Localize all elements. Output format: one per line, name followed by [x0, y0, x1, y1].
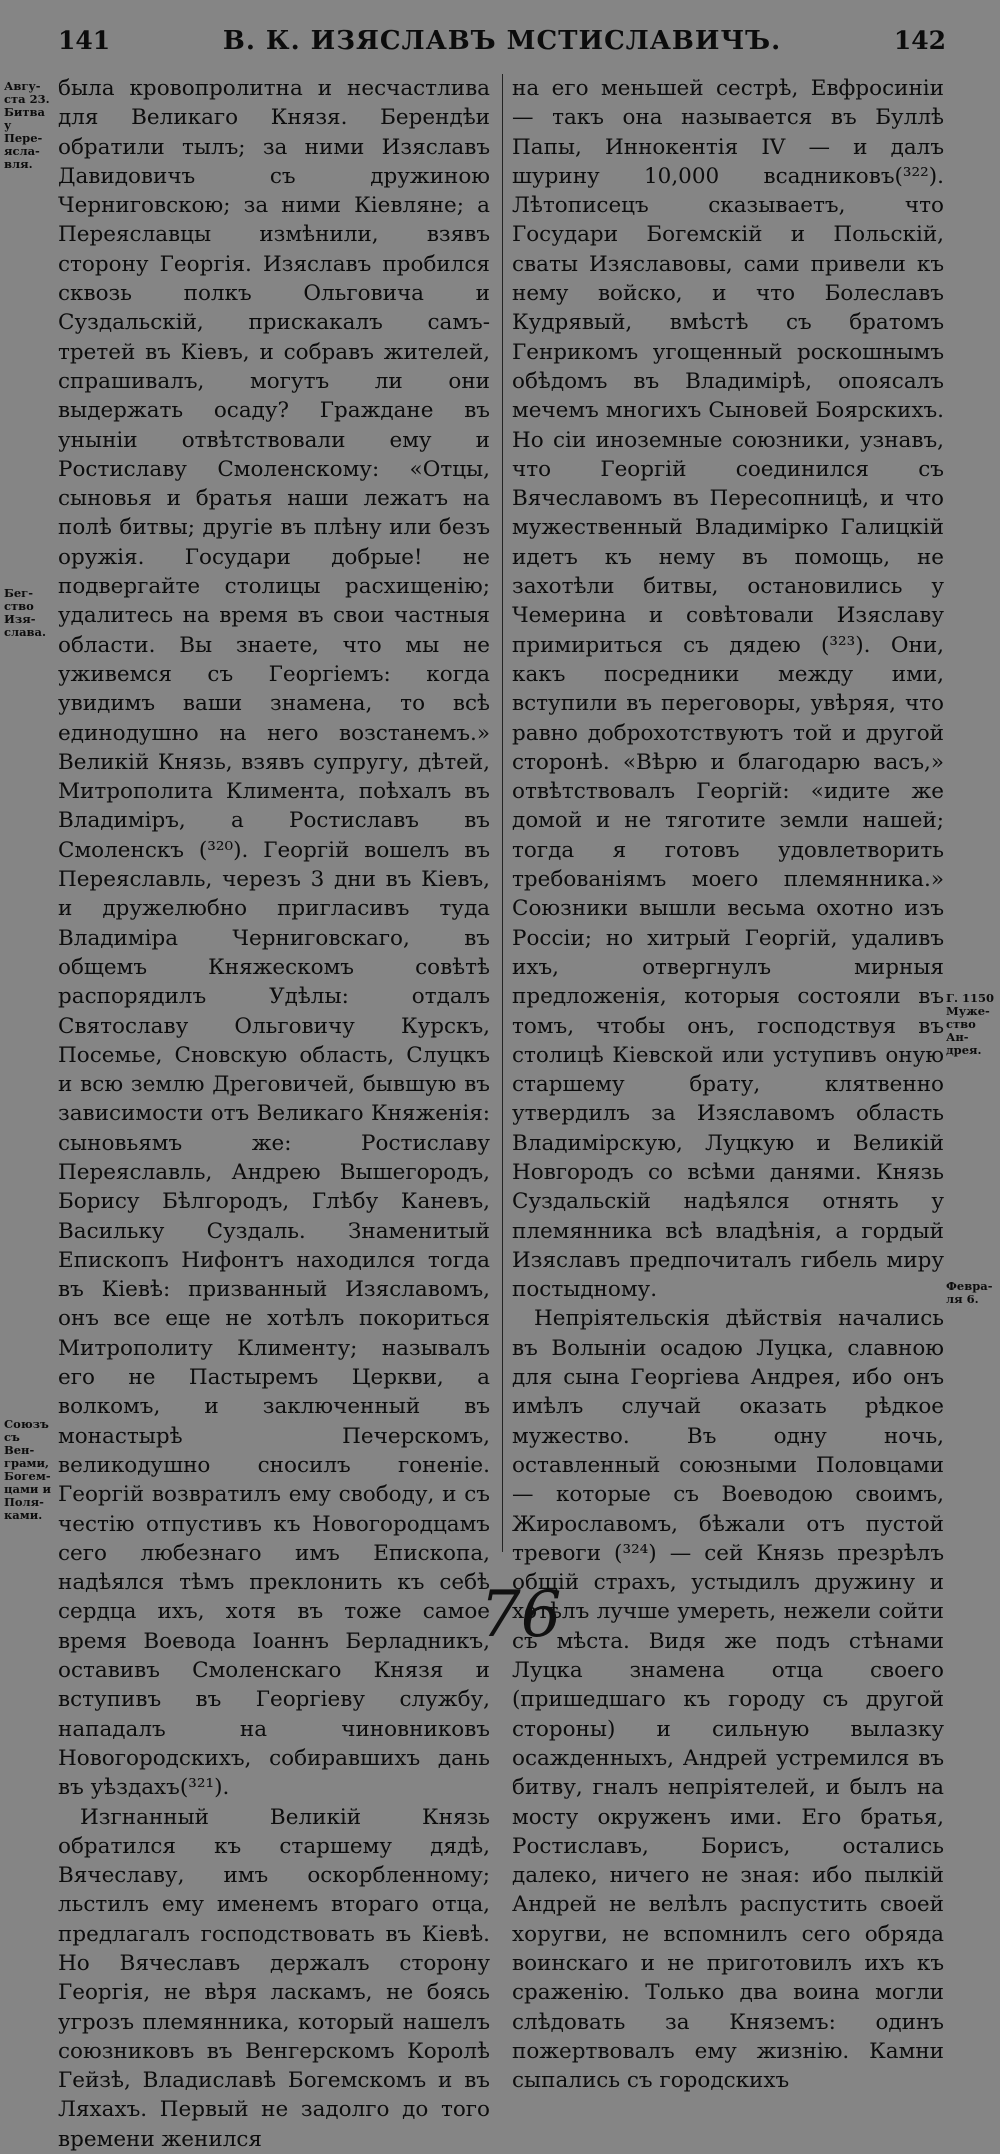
column-divider: [502, 74, 503, 1552]
paragraph: была кровопролитна и несчастлива для Великаго Князя. Берендѣи обратили тылъ; за ними Изяславъ Давидовичъ съ дружиною Черниговскою; за ними Кіевляне; а Переяславцы измѣнили, взявъ сторону Георгія. Изяславъ пробился сквозь полкъ Ольговича и Суздальскій, прискакалъ самъ-третей въ Кіевъ, и собравъ жителей, спрашивалъ, могутъ ли они выдержать осаду? Граждане въ уныніи отвѣтствовали ему и Ростиславу Смоленскому: «Отцы, сыновья и братья наши лежатъ на полѣ битвы; другіе въ плѣну или безъ оружія. Государи добрые! не подвергайте столицы расхищенію; удалитесь на время въ свои частныя области. Вы знаете, что мы не уживемся съ Георгіемъ: когда увидимъ ваши знамена, то всѣ единодушно на него возстанемъ.» Великій Князь, взявъ супругу, дѣтей, Митрополита Климента, поѣхалъ въ Владиміръ, а Ростиславъ въ Смоленскъ (³²⁰). Георгій вошелъ въ Переяславль, черезъ 3 дни въ Кіевъ, и дружелюбно пригласивъ туда Владиміра Черниговскаго, въ общемъ Княжескомъ совѣтѣ распорядилъ Удѣлы: отдалъ Святославу Ольговичу Курскъ, Посемье, Сновскую область, Слуцкъ и всю землю Дреговичей, бывшую въ зависимости отъ Великаго Княженія: сыновьямъ же: Ростиславу Переяславль, Андрею Вышегородъ, Борису Бѣлгородъ, Глѣбу Каневъ, Васильку Суздаль. Знаменитый Епископъ Нифонтъ находился тогда въ Кіевѣ: призванный Изяславомъ, онъ все еще не хотѣлъ покориться Митрополиту Клименту; называлъ его не Пастыремъ Церкви, а волкомъ, и заключенный въ монастырѣ Печерскомъ, великодушно сносилъ гоненіе. Георгій возвратилъ ему свободу, и съ честію отпустивъ къ Новогородцамъ сего любезнаго имъ Епископа, надѣялся тѣмъ преклонить къ себѣ сердца ихъ, хотя въ тоже самое время Воевода Іоаннъ Берладникъ, оставивъ Смоленскаго Князя и вступивъ въ Георгіеву службу, нападалъ на чиновниковъ Новогородскихъ, собиравшихъ дань въ уѣздахъ(³²¹).: [58, 76, 490, 1801]
page-number-left: 141: [58, 26, 111, 55]
margin-note-battle: Авгу-ста 23. Битва у Пере-ясла-вля.: [4, 79, 50, 171]
running-title: В. К. ИЗЯСЛАВЪ МСТИСЛАВИЧЪ.: [222, 26, 782, 56]
handwritten-folio-number: 76: [480, 1578, 562, 1652]
paragraph: на его меньшей сестрѣ, Евфросиніи — такъ она называется въ Буллѣ Папы, Иннокентія IV — и далъ шурину 10,000 всадниковъ(³²²). Лѣтописецъ сказываетъ, что Государи Богемскій и Польскій, сваты Изяславовы, сами привели къ нему войско, и что Болеславъ Кудрявый, вмѣстѣ съ братомъ Генрикомъ угощенный роскошнымъ обѣдомъ въ Владимірѣ, опоясалъ мечемъ многихъ Сыновей Боярскихъ. Но сіи иноземные союзники, узнавъ, что Георгій соединился съ Вячеславомъ въ Пересопницѣ, и что мужественный Владимірко Галицкій идетъ къ нему въ помощь, не захотѣли битвы, остановились у Чемерина и совѣтовали Изяславу примириться съ дядею (³²³). Они, какъ посредники между ими, вступили въ переговоры, увѣряя, что равно доброхотствуютъ той и другой сторонѣ. «Вѣрю и благодарю васъ,» отвѣтствовалъ Георгій: «идите же домой и не тяготите земли нашей; тогда я готовъ удовлетворить требованіямъ моего племянника.» Союзники вышли весьма охотно изъ Россіи; но хитрый Георгій, удаливъ ихъ, отвергнулъ мирныя предложенія, которыя состояли въ томъ, чтобы онъ, господствуя въ столицѣ Кіевской или уступивъ оную старшему брату, клятвенно утвердилъ за Изяславомъ область Владимірскую, Луцкую и Великій Новгородъ со всѣми данями. Князь Суздальскій надѣялся отнять у племянника всѣ владѣнія, а гордый Изяславъ предпочиталъ гибель миру постыдному.: [512, 76, 944, 1303]
left-column: [58, 74, 490, 2154]
right-column: [512, 74, 944, 2095]
paragraph: Изгнанный Великій Князь обратился къ старшему дядѣ, Вячеславу, имъ оскорбленному; льстилъ ему именемъ втораго отца, предлагалъ господствовать въ Кіевѣ. Но Вячеславъ держалъ сторону Георгія, не вѣря ласкамъ, не боясь угрозъ племянника, который нашелъ союзниковъ въ Венгерскомъ Королѣ Гейзѣ, Владиславѣ Богемскомъ и въ Ляхахъ. Первый не задолго до того времени женился: [58, 1804, 490, 2152]
running-header: [58, 20, 946, 64]
paragraph: Непріятельскія дѣйствія начались въ Волыніи осадою Луцка, славною для сына Георгіева Андрея, ибо онъ имѣлъ случай оказать рѣдкое мужество. Въ одну ночь, оставленный союзными Половцами — которые съ Воеводою своимъ, Жирославомъ, бѣжали отъ пустой тревоги (³²⁴) — сей Князь презрѣлъ общій страхъ, устыдилъ дружину и хотѣлъ лучше умереть, нежели сойти съ мѣста. Видя же подъ стѣнами Луцка знамена отца своего (пришедшаго къ городу съ другой стороны) и сильную вылазку осажденныхъ, Андрей устремился въ битву, гналъ непріятелей, и былъ на мосту окруженъ ими. Его братья, Ростиславъ, Борисъ, остались далеко, ничего не зная: ибо пылкій Андрей не велѣлъ распустить своей хоругви, не вспомнилъ сего обряда воинскаго и не приготовилъ ихъ къ сраженію. Только два воина могли слѣдовать за Княземъ: одинъ пожертвовалъ ему жизнію. Камни сыпались съ городскихъ: [512, 1306, 944, 2094]
margin-note-alliance: Союзъ съ Вен-грами, Богем-цами и Поля-ками.: [4, 1417, 51, 1522]
page-number-right: 142: [893, 26, 946, 55]
margin-note-year-courage: Г. 1150 Муже-ство Ан-дрея.: [946, 991, 994, 1057]
margin-note-flight: Бег-ство Изя-слава.: [4, 586, 47, 639]
margin-note-february: Февра-ля 6.: [946, 1279, 993, 1306]
